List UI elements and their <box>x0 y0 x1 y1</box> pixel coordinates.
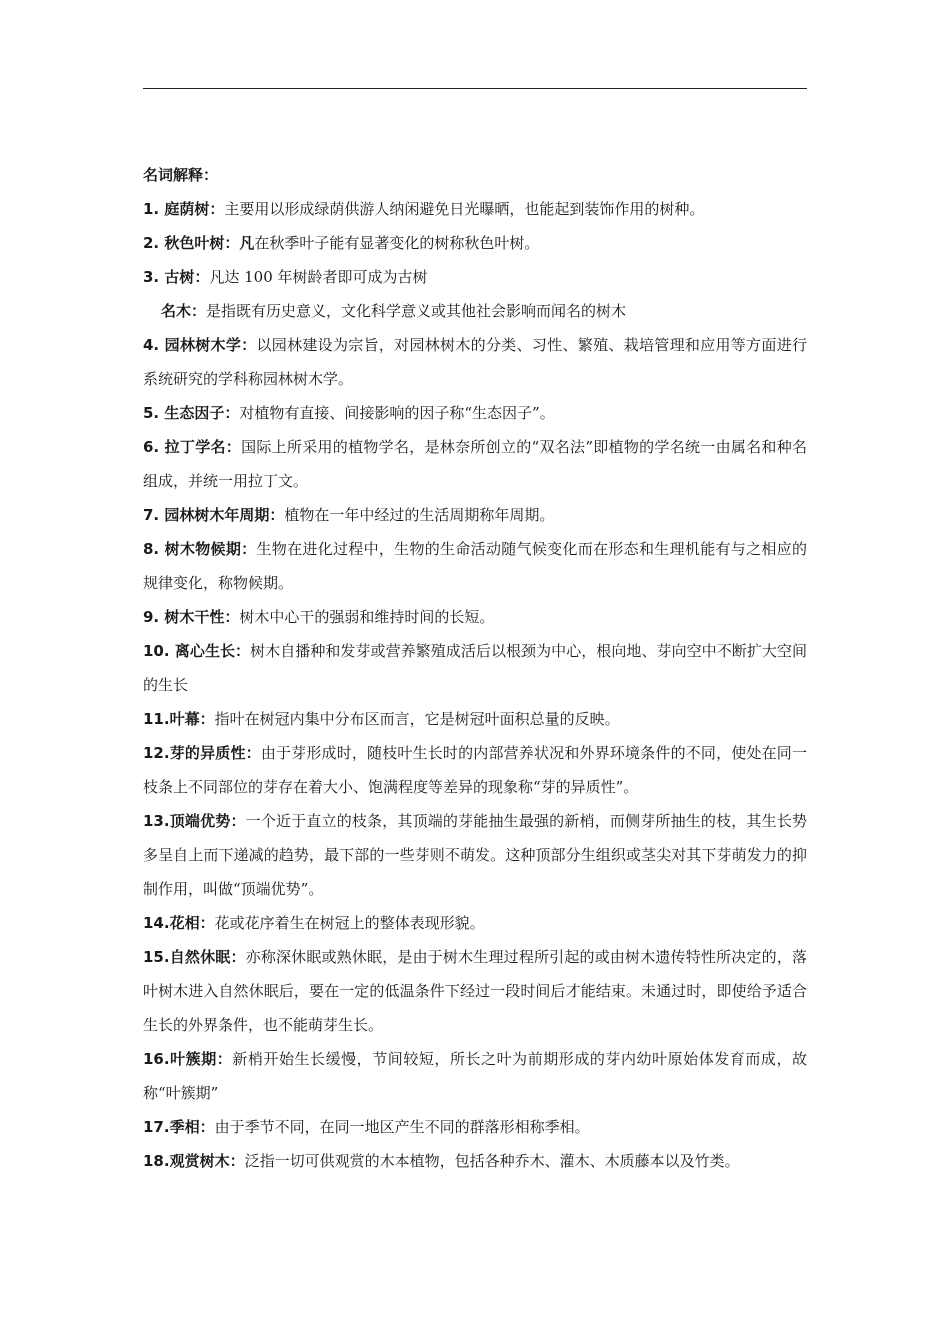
header-rule <box>143 88 807 89</box>
glossary-entry <box>143 430 807 498</box>
entry-text: 树木自播种和发芽或营养繁殖成活后以根颈为中心，根向地、芽向空中不断扩大空间的生长 <box>143 642 807 694</box>
entry-text: 由于季节不同，在同一地区产生不同的群落形相称季相。 <box>214 1118 590 1136</box>
entry-text: 新梢开始生长缓慢，节间较短，所长之叶为前期形成的芽内幼叶原始体发育而成，故称“叶簇期” <box>143 1050 807 1102</box>
entry-text: 是指既有历史意义，文化科学意义或其他社会影响而闻名的树木 <box>206 302 627 320</box>
entry-term: 7. 园林树木年周期： <box>143 506 285 524</box>
glossary-entry <box>143 260 807 294</box>
entry-text: 花或花序着生在树冠上的整体表现形貌。 <box>214 914 485 932</box>
entry-text: 以园林建设为宗旨，对园林树木的分类、习性、繁殖、栽培管理和应用等方面进行系统研究的学科称园林树木学。 <box>143 336 807 388</box>
entry-term: 4. 园林树木学： <box>143 336 257 354</box>
entry-term: 12.芽的异质性： <box>143 744 261 762</box>
entry-term: 3. 古树： <box>143 268 210 286</box>
entry-text: 亦称深休眠或熟休眠，是由于树木生理过程所引起的或由树木遗传特性所决定的，落叶树木进入自然休眠后，要在一定的低温条件下经过一段时间后才能结束。未通过时，即使给予适合生长的外界条件，也不能萌芽生长。 <box>143 948 807 1034</box>
entry-text: 凡达 100 年树龄者即可成为古树 <box>209 268 428 286</box>
glossary-entry <box>143 532 807 600</box>
section-heading: 名词解释： <box>143 166 219 184</box>
glossary-entry <box>143 1042 807 1110</box>
glossary-content <box>143 158 807 1178</box>
entry-term: 18.观赏树木： <box>143 1152 245 1170</box>
entry-term: 17.季相： <box>143 1118 215 1136</box>
entry-term: 1. 庭荫树： <box>143 200 225 218</box>
glossary-entry <box>143 736 807 804</box>
entry-text: 泛指一切可供观赏的木本植物，包括各种乔木、灌木、木质藤本以及竹类。 <box>244 1152 740 1170</box>
entry-term: 10. 离心生长： <box>143 642 251 660</box>
glossary-entry <box>143 226 807 260</box>
entry-term: 2. 秋色叶树：凡 <box>143 234 255 252</box>
entry-term: 6. 拉丁学名： <box>143 438 242 456</box>
glossary-entry <box>143 804 807 906</box>
entry-text: 指叶在树冠内集中分布区而言，它是树冠叶面积总量的反映。 <box>214 710 620 728</box>
glossary-entry <box>143 1144 807 1178</box>
entry-term: 名木： <box>161 302 207 320</box>
entry-term: 8. 树木物候期： <box>143 540 257 558</box>
entry-term: 5. 生态因子： <box>143 404 240 422</box>
glossary-entry <box>143 906 807 940</box>
entry-term: 11.叶幕： <box>143 710 215 728</box>
glossary-entry <box>143 702 807 736</box>
glossary-entry <box>143 600 807 634</box>
entry-term: 16.叶簇期： <box>143 1050 233 1068</box>
entry-text: 对植物有直接、间接影响的因子称“生态因子”。 <box>239 404 555 422</box>
glossary-entry <box>143 1110 807 1144</box>
glossary-entry <box>143 940 807 1042</box>
entry-term: 13.顶端优势： <box>143 812 246 830</box>
glossary-entry <box>143 396 807 430</box>
glossary-entry <box>143 192 807 226</box>
entry-term: 14.花相： <box>143 914 215 932</box>
entry-text: 一个近于直立的枝条，其顶端的芽能抽生最强的新梢，而侧芽所抽生的枝，其生长势多呈自上而下递减的趋势，最下部的一些芽则不萌发。这种顶部分生组织或茎尖对其下芽萌发力的抑制作用，叫做“顶端优势”。 <box>143 812 807 898</box>
entry-text: 由于芽形成时，随枝叶生长时的内部营养状况和外界环境条件的不同，使处在同一枝条上不同部位的芽存在着大小、饱满程度等差异的现象称“芽的异质性”。 <box>143 744 807 796</box>
entry-text: 国际上所采用的植物学名，是林奈所创立的“双名法”即植物的学名统一由属名和种名组成，并统一用拉丁文。 <box>143 438 807 490</box>
glossary-entry <box>143 294 807 328</box>
entry-term: 9. 树木干性： <box>143 608 240 626</box>
glossary-entry <box>143 498 807 532</box>
entry-term: 15.自然休眠： <box>143 948 246 966</box>
entry-text: 在秋季叶子能有显著变化的树称秋色叶树。 <box>254 234 540 252</box>
entry-text: 生物在进化过程中，生物的生命活动随气候变化而在形态和生理机能有与之相应的规律变化，称物候期。 <box>143 540 807 592</box>
entry-text: 植物在一年中经过的生活周期称年周期。 <box>284 506 555 524</box>
glossary-entry <box>143 328 807 396</box>
entry-text: 树木中心干的强弱和维持时间的长短。 <box>239 608 495 626</box>
entry-text: 主要用以形成绿荫供游人纳闲避免日光曝晒，也能起到装饰作用的树种。 <box>224 200 705 218</box>
glossary-entry <box>143 634 807 702</box>
